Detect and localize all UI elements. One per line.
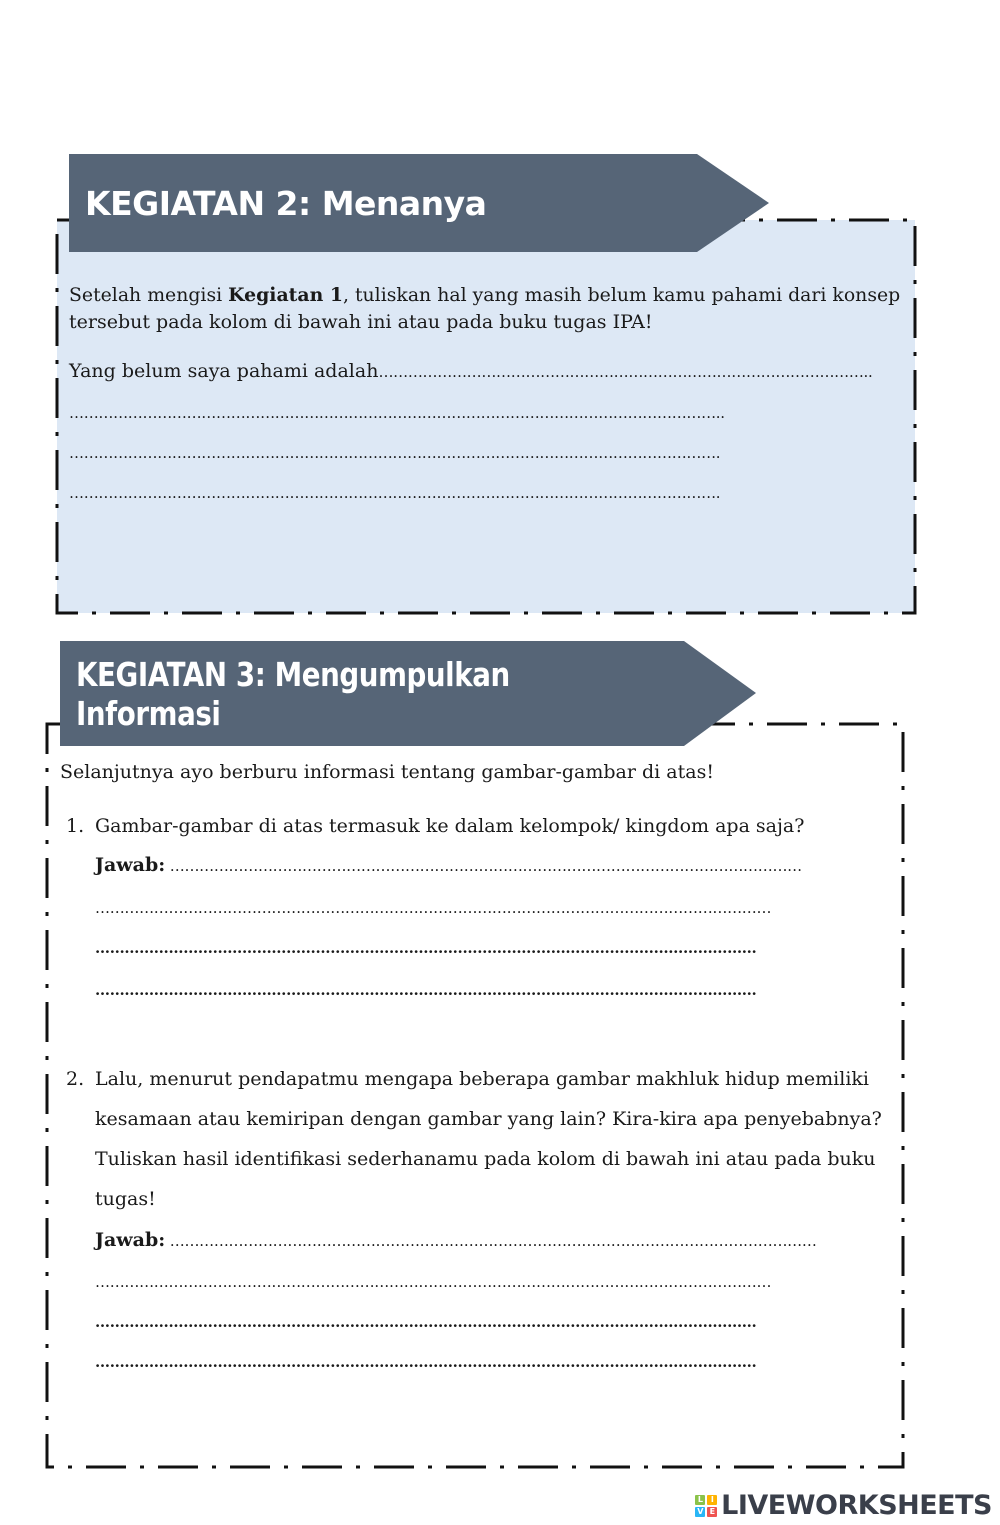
kegiatan2-answer-line-1[interactable]: …………………………………………………………………………………………………………………….. (69, 404, 725, 422)
question-2-line-1: Lalu, menurut pendapatmu mengapa beberapa gambar makhluk hidup memiliki (95, 1068, 869, 1090)
kegiatan3-banner (60, 641, 756, 746)
kegiatan2-answer-line-2[interactable]: ……………………………………………………………………………………………………………………. (69, 444, 721, 462)
question-1-number: 1. (66, 815, 85, 837)
question-2-line-3: Tuliskan hasil identifikasi sederhanamu pada kolom di bawah ini atau pada buku (95, 1148, 876, 1170)
question-1-answer-line-4[interactable]: ……………………………………………………………………………………………………………………… (95, 981, 757, 999)
question-2-answer-field[interactable]: …………………………………………………………………………………………………………………… (165, 1232, 817, 1250)
question-2-number: 2. (66, 1068, 85, 1090)
logo-text: LIVEWORKSHEETS (721, 1490, 992, 1521)
prompt-answer-field[interactable]: ……………………………………………………………………………………….. (378, 363, 873, 381)
kegiatan3-title: KEGIATAN 3: Mengumpulkan Informasi (76, 654, 510, 733)
question-2-answer (95, 1226, 817, 1254)
kegiatan2-banner (69, 154, 769, 252)
question-2-line-2: kesamaan atau kemiripan dengan gambar yang lain? Kira-kira apa penyebabnya? (95, 1108, 882, 1130)
question-1-text: Gambar-gambar di atas termasuk ke dalam kelompok/ kingdom apa saja? (95, 815, 805, 837)
intro-text-cont: , tuliskan hal yang masih belum kamu pahami dari konsep (342, 284, 901, 306)
liveworksheets-logo (695, 1490, 992, 1521)
intro-bold-text: Kegiatan 1 (228, 284, 343, 306)
question-2-answer-line-4[interactable]: ……………………………………………………………………………………………………………………… (95, 1353, 757, 1371)
kegiatan2-title: KEGIATAN 2: Menanya (85, 183, 487, 223)
logo-letter-i: I (707, 1495, 717, 1505)
answer-label: Jawab: (95, 1229, 166, 1251)
question-1-answer-field[interactable]: ………………………………………………………………………………………………………………… (165, 857, 802, 875)
kegiatan3-intro: Selanjutnya ayo berburu informasi tentang gambar-gambar di atas! (60, 761, 714, 783)
question-2-answer-line-3[interactable]: ……………………………………………………………………………………………………………………… (95, 1313, 757, 1331)
intro-text: Setelah mengisi (69, 284, 229, 306)
logo-icon (695, 1495, 717, 1517)
question-2-line-4: tugas! (95, 1188, 156, 1210)
question-1-answer-line-2[interactable]: ………………………………………………………………………………………………………………………… (95, 899, 772, 917)
kegiatan2-prompt (69, 357, 872, 385)
logo-letter-l: L (695, 1495, 705, 1505)
question-1-answer (95, 851, 802, 879)
kegiatan2-intro (69, 281, 900, 309)
logo-letter-e: E (707, 1507, 717, 1517)
logo-letter-v: V (695, 1507, 705, 1517)
kegiatan2-answer-line-3[interactable]: ……………………………………………………………………………………………………………………. (69, 484, 721, 502)
kegiatan2-intro-line2: tersebut pada kolom di bawah ini atau pada buku tugas IPA! (69, 311, 653, 333)
answer-label: Jawab: (95, 854, 166, 876)
question-1-answer-line-3[interactable]: ……………………………………………………………………………………………………………………… (95, 939, 757, 957)
prompt-text: Yang belum saya pahami adalah (69, 360, 379, 382)
question-2-answer-line-2[interactable]: ………………………………………………………………………………………………………………………… (95, 1273, 772, 1291)
